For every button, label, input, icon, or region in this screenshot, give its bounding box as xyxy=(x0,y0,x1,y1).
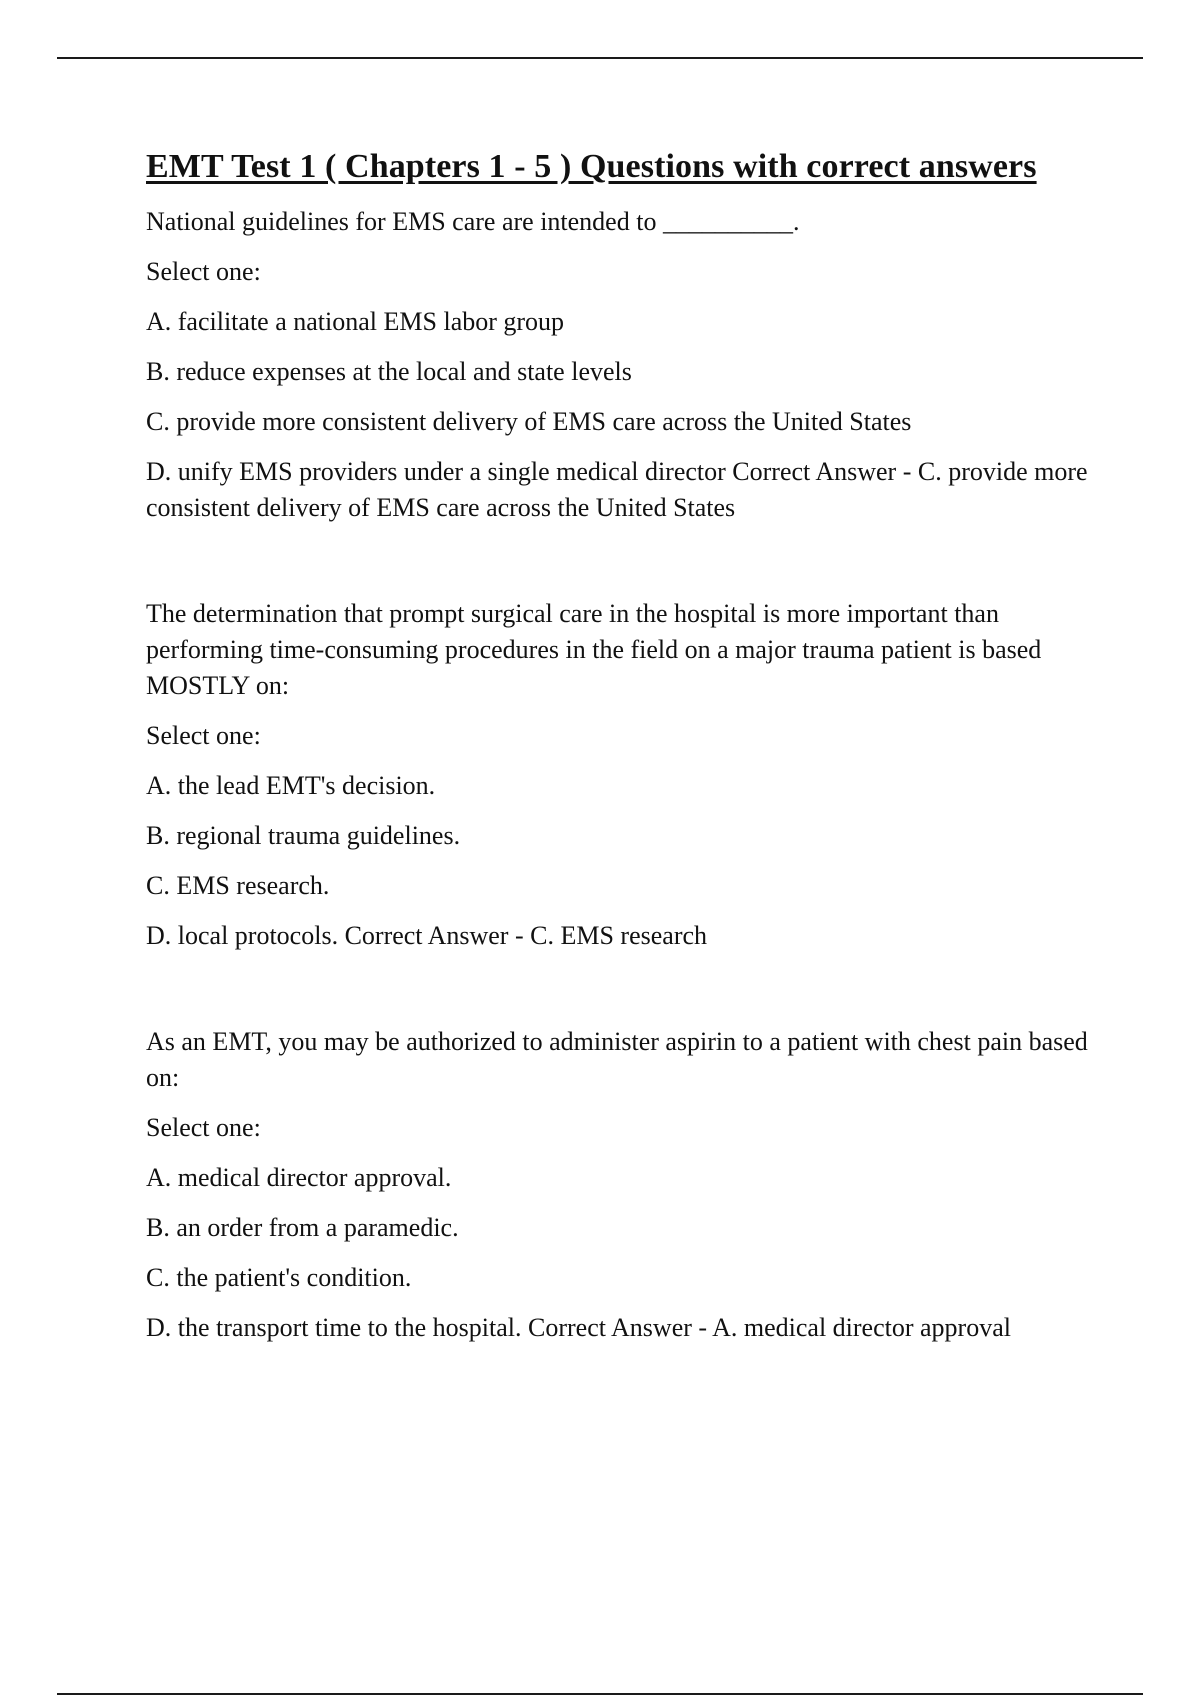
option-d-with-answer: D. the transport time to the hospital. Correct Answer - A. medical director approval xyxy=(146,1313,1011,1342)
option-a: A. the lead EMT's decision. xyxy=(146,771,436,800)
question-prompt: National guidelines for EMS care are intended to __________. xyxy=(146,207,800,236)
question-prompt: As an EMT, you may be authorized to administer aspirin to a patient with chest pain based on: xyxy=(146,1027,1088,1092)
option-c: C. EMS research. xyxy=(146,871,330,900)
question-1 xyxy=(146,204,1096,526)
document-title: EMT Test 1 ( Chapters 1 - 5 ) Questions with correct answers xyxy=(146,148,1037,185)
document-body xyxy=(146,144,1096,1346)
option-b: B. an order from a paramedic. xyxy=(146,1213,459,1242)
option-b: B. regional trauma guidelines. xyxy=(146,821,461,850)
bottom-divider xyxy=(57,1693,1143,1695)
select-one-label: Select one: xyxy=(146,1113,261,1142)
question-2 xyxy=(146,596,1096,954)
option-d-with-answer: D. local protocols. Correct Answer - C. EMS research xyxy=(146,921,708,950)
select-one-label: Select one: xyxy=(146,721,261,750)
question-3 xyxy=(146,1024,1096,1346)
option-b: B. reduce expenses at the local and state levels xyxy=(146,357,632,386)
question-prompt: The determination that prompt surgical care in the hospital is more important than performing time-consuming procedures in the field on a major trauma patient is based MOSTLY on: xyxy=(146,599,1042,700)
top-divider xyxy=(57,57,1143,59)
option-c: C. provide more consistent delivery of EMS care across the United States xyxy=(146,407,912,436)
option-a: A. medical director approval. xyxy=(146,1163,452,1192)
option-d-with-answer: D. unify EMS providers under a single medical director Correct Answer - C. provide more consistent delivery of EMS care across the United States xyxy=(146,457,1088,522)
option-c: C. the patient's condition. xyxy=(146,1263,412,1292)
option-a: A. facilitate a national EMS labor group xyxy=(146,307,565,336)
select-one-label: Select one: xyxy=(146,257,261,286)
